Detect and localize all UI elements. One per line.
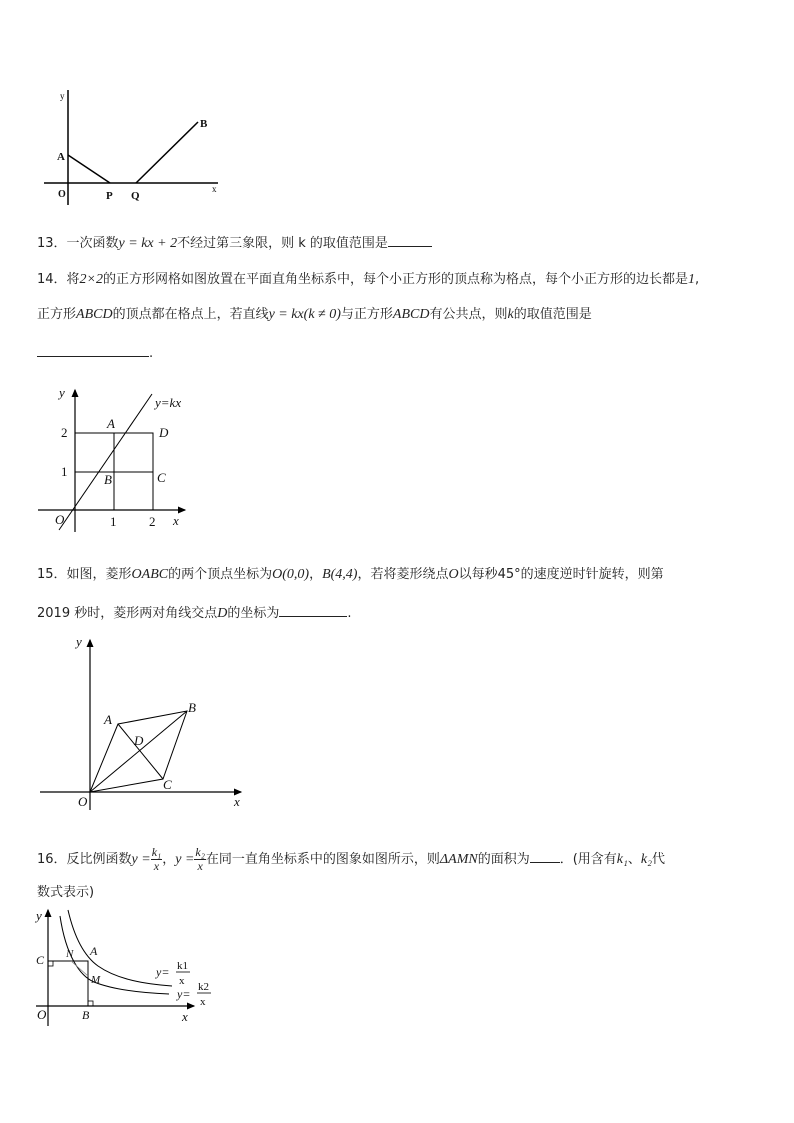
q16-text-2: 在同一直角坐标系中的图象如图所示，则 [205, 852, 440, 867]
curve1-label-den: x [179, 975, 185, 987]
q16-func2-denominator: x [197, 859, 203, 873]
point-d-label: D [159, 425, 169, 440]
q14-square-name-2: ABCD [392, 307, 430, 322]
question-16-line-2 [37, 884, 94, 902]
origin-label: O [78, 794, 88, 809]
point-a-label: A [104, 712, 112, 727]
question-14-line-1 [37, 271, 699, 289]
q14-text-3: 的顶点都在格点上，若直线 [112, 307, 269, 322]
segment-ap [68, 155, 110, 183]
q14-comma: , [695, 272, 700, 287]
q14-period: . [149, 346, 154, 361]
y-axis-label: y [59, 385, 65, 400]
q14-side-length: 1 [688, 272, 696, 287]
q14-line-expression: y = kx(k ≠ 0) [268, 307, 341, 322]
q15-text-6: 2019 秒时，菱形两对角线交点 [37, 606, 218, 621]
q16-text-6: 数式表示) [37, 885, 95, 900]
q14-grid-size: 2×2 [79, 272, 103, 287]
q16-func1-fraction [151, 846, 163, 873]
origin-label: O [37, 1007, 47, 1022]
q16-k1: k₁ [616, 852, 628, 867]
question-13 [37, 233, 432, 253]
point-b-label: B [104, 472, 112, 487]
q13-text: 不经过第三象限，则 k 的取值范围是 [177, 236, 388, 251]
question-15-line-2 [37, 603, 352, 623]
q14-text-6: 的取值范围是 [513, 307, 592, 322]
y-axis-label: y [76, 634, 82, 649]
ray-qb [136, 122, 198, 183]
curve1-label-lhs: y= [156, 965, 170, 979]
q16-func2-fraction [194, 846, 206, 873]
point-q-label: Q [131, 190, 140, 202]
point-c-label: C [163, 777, 172, 792]
q16-dun: 、 [627, 852, 641, 867]
q15-angle: 45° [497, 567, 521, 582]
question-14-line-3 [37, 343, 153, 363]
right-angle-b [88, 1001, 93, 1006]
point-m-label: M [91, 974, 101, 986]
point-a-label: A [57, 151, 65, 163]
curve2-label-den: x [200, 996, 206, 1008]
point-a-label: A [107, 416, 115, 431]
tick-x-2: 2 [149, 514, 156, 529]
q15-point-o: O(0,0) [272, 567, 310, 582]
q14-answer-blank[interactable] [37, 343, 149, 357]
q16-k2: k₂ [640, 852, 652, 867]
point-c-label: C [36, 953, 45, 967]
point-a-label: A [90, 944, 98, 958]
q13-answer-blank[interactable] [388, 233, 432, 247]
point-c-label: C [157, 470, 166, 485]
x-axis-label: x [182, 1009, 188, 1024]
q15-answer-blank[interactable] [279, 603, 347, 617]
q16-func1-numerator: k₁ [151, 845, 162, 859]
q16-sep: ， [162, 852, 176, 867]
origin-label: O [58, 189, 66, 200]
curve2-label-num: k2 [198, 981, 209, 993]
right-angle-c [48, 961, 53, 966]
figure-line-segments [40, 85, 225, 210]
point-d-label: D [134, 733, 144, 748]
q14-k: k [507, 307, 514, 322]
q16-answer-blank[interactable] [530, 849, 560, 863]
q14-text-2: 正方形 [37, 307, 77, 322]
q16-text-4: ．(用含有 [559, 852, 617, 867]
q15-point-d: D [217, 606, 228, 621]
q13-prefix: 13．一次函数 [37, 236, 119, 251]
q16-func1-lhs: y = [131, 852, 151, 867]
figure-grid-square [35, 380, 205, 535]
point-b-label: B [82, 1008, 90, 1022]
segment-mn [71, 961, 88, 976]
origin-label: O [55, 512, 65, 527]
q16-text-3: 的面积为 [477, 852, 530, 867]
curve1-label-num: k1 [177, 960, 188, 972]
rectangle-ocab [48, 961, 88, 1006]
figure-rhombus [36, 632, 251, 812]
x-axis-label: x [212, 184, 217, 194]
q15-text-5: 的速度逆时针旋转，则第 [520, 567, 664, 582]
q14-square-name: ABCD [76, 307, 113, 322]
q14-text-4: 与正方形 [340, 307, 393, 322]
tick-y-2: 2 [61, 425, 68, 440]
q14-prefix: 14．将 [37, 272, 80, 287]
q15-center: O [448, 567, 459, 582]
q13-expression: y = kx + 2 [118, 236, 178, 251]
q15-text-2: 的两个顶点坐标为 [168, 567, 273, 582]
q15-point-b: B(4,4) [322, 567, 358, 582]
question-16-line-1 [37, 846, 665, 873]
q16-triangle: ΔAMN [439, 852, 478, 867]
point-n-label: N [66, 948, 74, 960]
q16-func2-numerator: k₂ [195, 845, 205, 859]
point-b-label: B [188, 700, 196, 715]
tick-y-1: 1 [61, 464, 68, 479]
q16-text-5: 代 [652, 852, 666, 867]
tick-x-1: 1 [110, 514, 117, 529]
q15-text-1: 15．如图，菱形 [37, 567, 132, 582]
x-axis-label: x [173, 513, 179, 528]
q16-func2-lhs: y = [175, 852, 195, 867]
q15-period: . [347, 606, 352, 621]
q14-text-1: 的正方形网格如图放置在平面直角坐标系中，每个小正方形的顶点称为格点，每个小正方形的边长都是 [103, 272, 689, 287]
q16-text-1: 16．反比例函数 [37, 852, 132, 867]
line-label: y=kx [155, 395, 182, 410]
q15-rhombus-name: OABC [131, 567, 169, 582]
x-axis-label: x [234, 794, 240, 809]
point-p-label: P [106, 190, 113, 202]
figure-hyperbolas [34, 906, 224, 1028]
q15-text-7: 的坐标为 [227, 606, 280, 621]
q15-text-3: ，若将菱形绕点 [357, 567, 449, 582]
curve-k1 [60, 916, 169, 994]
curve2-label-lhs: y= [177, 987, 191, 1001]
q15-sep: ， [309, 567, 323, 582]
q14-text-5: 有公共点，则 [429, 307, 508, 322]
q16-func1-denominator: x [153, 859, 160, 873]
point-b-label: B [200, 118, 208, 130]
question-14-line-2 [37, 306, 592, 324]
y-axis-label: y [60, 91, 65, 101]
q15-text-4: 以每秒 [458, 567, 498, 582]
y-axis-label: y [36, 908, 42, 923]
question-15-line-1 [37, 566, 664, 584]
